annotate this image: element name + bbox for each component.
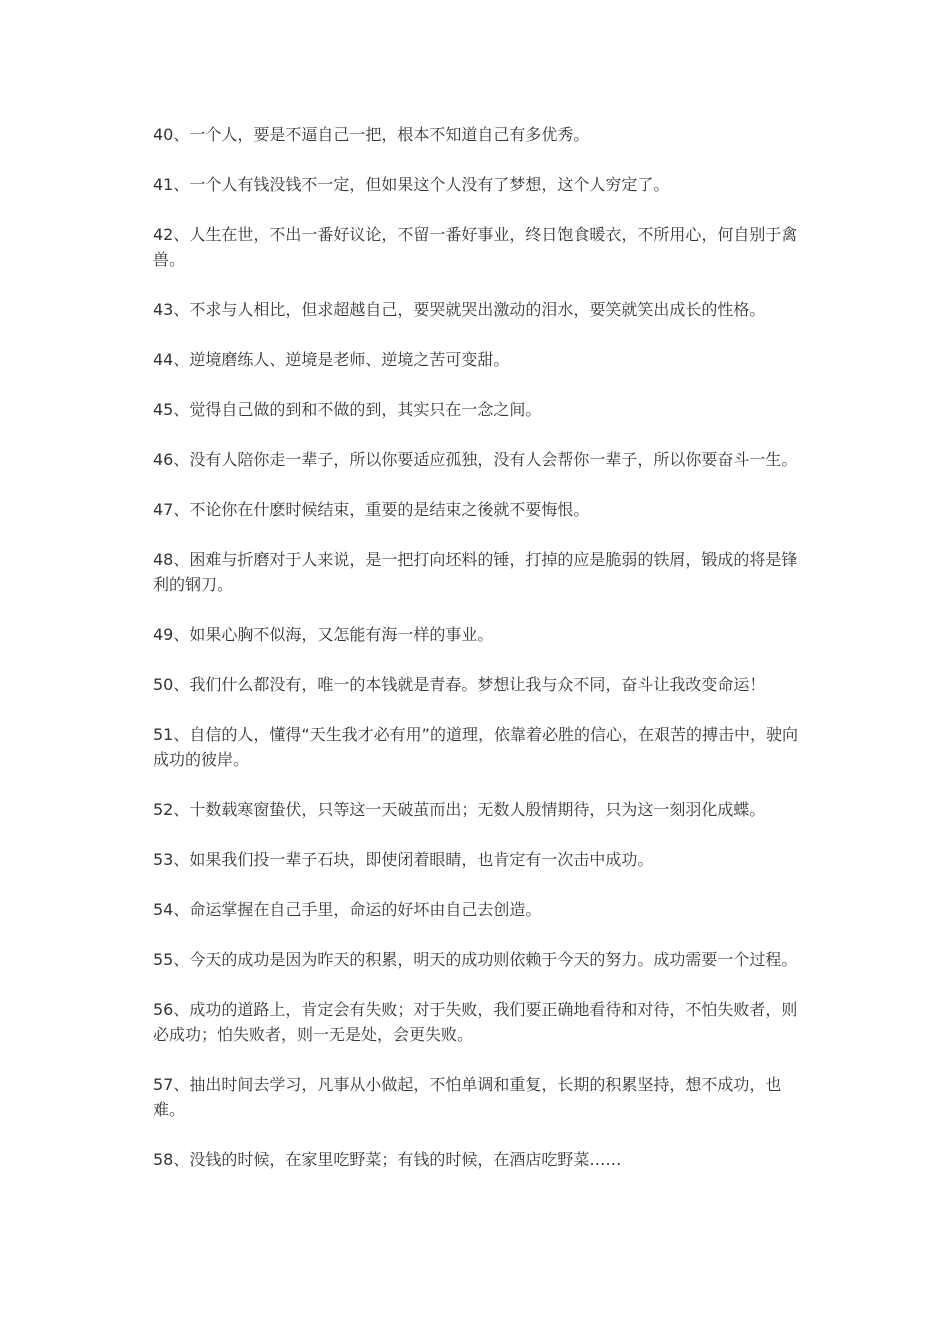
quote-46: 46、没有人陪你走一辈子，所以你要适应孤独，没有人会帮你一辈子，所以你要奋斗一生。	[153, 450, 798, 469]
quote-56: 56、成功的道路上，肯定会有失败；对于失败，我们要正确地看待和对待，不怕失败者，则必成功；怕失败者，则一无是处，会更失败。	[153, 1000, 798, 1044]
quote-40: 40、一个人，要是不逼自己一把，根本不知道自己有多优秀。	[153, 125, 590, 144]
quote-55: 55、今天的成功是因为昨天的积累，明天的成功则依赖于今天的努力。成功需要一个过程。	[153, 950, 798, 969]
quote-48: 48、困难与折磨对于人来说，是一把打向坯料的锤，打掉的应是脆弱的铁屑，锻成的将是锋利的钢刀。	[153, 550, 798, 594]
quote-45: 45、觉得自己做的到和不做的到，其实只在一念之间。	[153, 400, 542, 419]
quote-41: 41、一个人有钱没钱不一定，但如果这个人没有了梦想，这个人穷定了。	[153, 175, 670, 194]
quote-47: 47、不论你在什麽时候结束，重要的是结束之後就不要悔恨。	[153, 500, 590, 519]
quote-57: 57、抽出时间去学习，凡事从小做起，不怕单调和重复，长期的积累坚持，想不成功，也难。	[153, 1075, 782, 1119]
quote-54: 54、命运掌握在自己手里，命运的好坏由自己去创造。	[153, 900, 542, 919]
quote-49: 49、如果心胸不似海，又怎能有海一样的事业。	[153, 625, 494, 644]
quote-42: 42、人生在世，不出一番好议论，不留一番好事业，终日饱食暖衣，不所用心，何自别于禽兽。	[153, 225, 798, 269]
quote-51: 51、自信的人，懂得“天生我才必有用”的道理，依靠着必胜的信心，在艰苦的搏击中，驶向成功的彼岸。	[153, 725, 798, 769]
quote-52: 52、十数载寒窗蛰伏，只等这一天破茧而出；无数人殷情期待，只为这一刻羽化成蝶。	[153, 800, 766, 819]
quote-list	[153, 122, 803, 1197]
quote-44: 44、逆境磨练人、逆境是老师、逆境之苦可变甜。	[153, 350, 510, 369]
quote-58: 58、没钱的时候，在家里吃野菜；有钱的时候，在酒店吃野菜……	[153, 1150, 622, 1169]
quote-53: 53、如果我们投一辈子石块，即使闭着眼睛，也肯定有一次击中成功。	[153, 850, 654, 869]
quote-43: 43、不求与人相比，但求超越自己，要哭就哭出激动的泪水，要笑就笑出成长的性格。	[153, 300, 766, 319]
quote-50: 50、我们什么都没有，唯一的本钱就是青春。梦想让我与众不同，奋斗让我改变命运！	[153, 675, 766, 694]
